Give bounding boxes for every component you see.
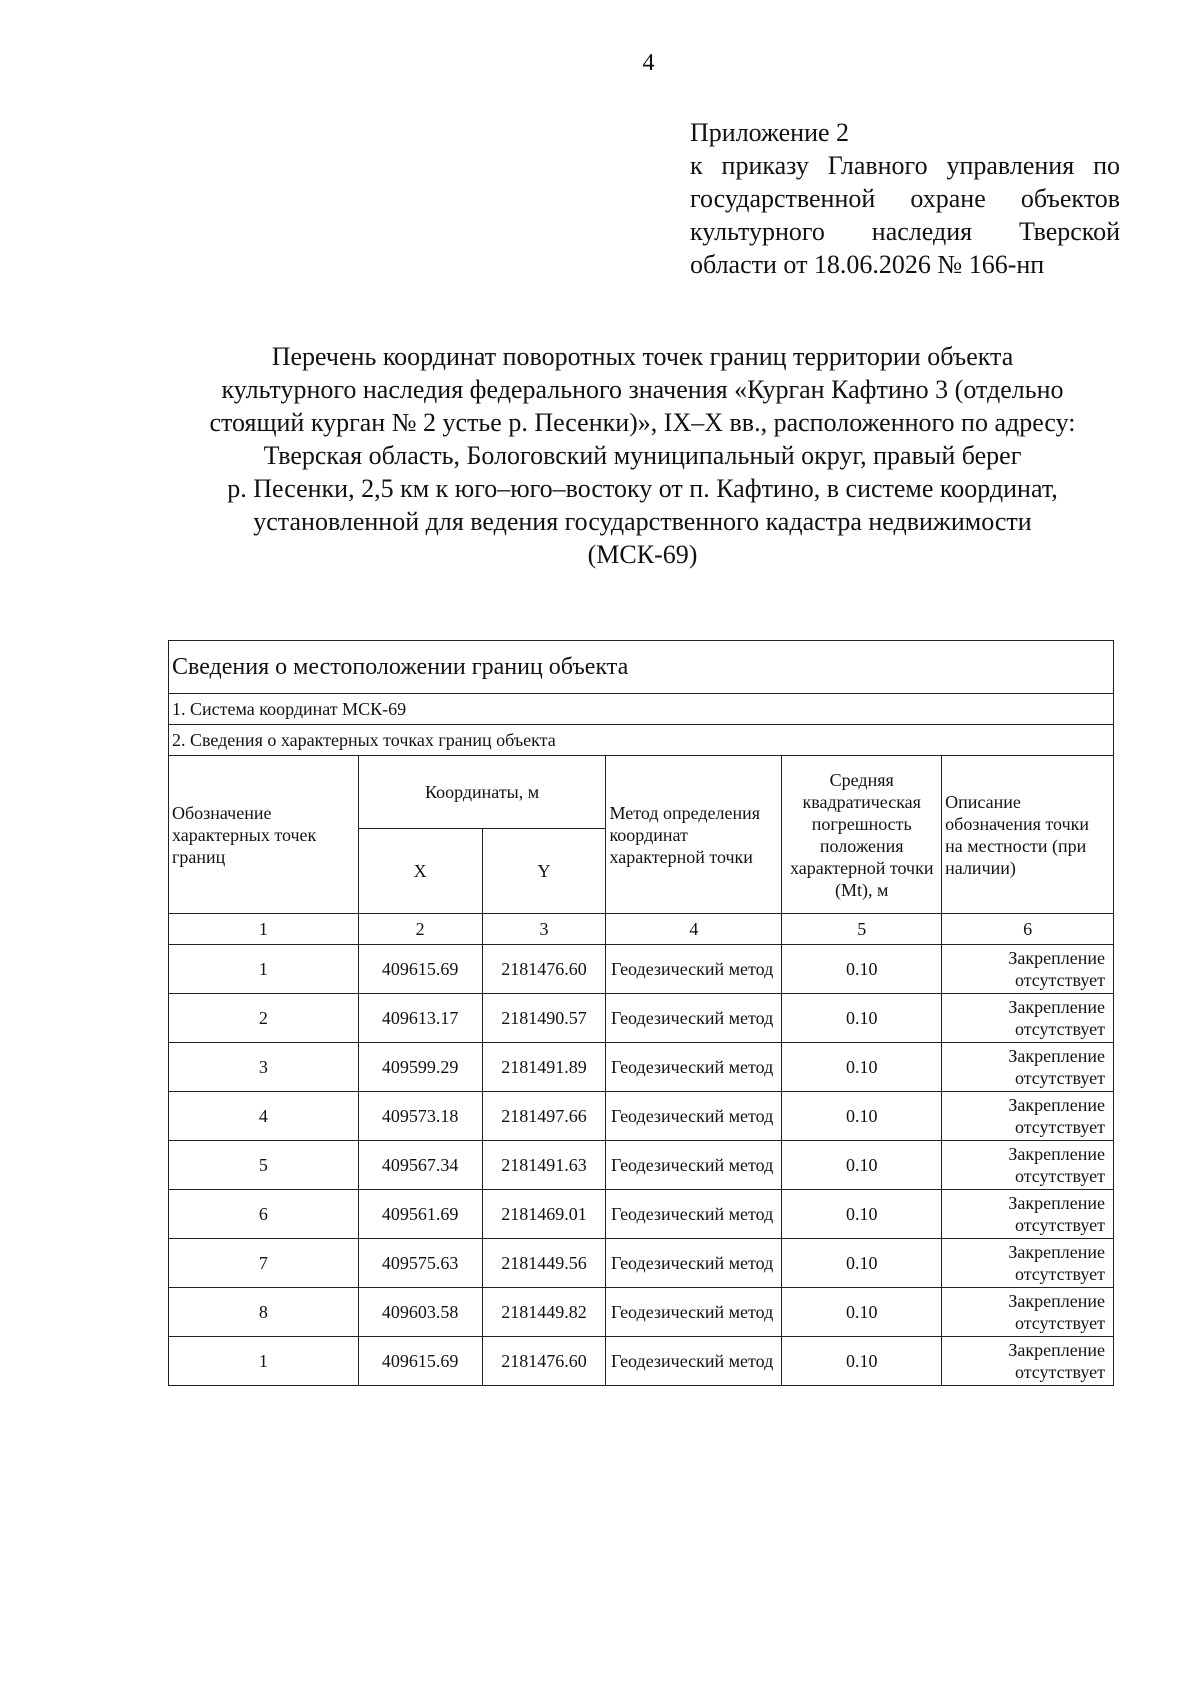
error-cell: 0.10 <box>782 1141 942 1190</box>
appendix-title: Приложение 2 <box>690 118 850 147</box>
column-number: 3 <box>482 914 606 945</box>
error-cell: 0.10 <box>782 1337 942 1386</box>
method-cell: Геодезический метод <box>606 1239 782 1288</box>
table-row <box>169 1092 1114 1141</box>
x-coordinate-cell: 409615.69 <box>358 1337 482 1386</box>
y-coordinate-cell: 2181497.66 <box>482 1092 606 1141</box>
description-cell: Закрепление отсутствует <box>942 1190 1114 1239</box>
appendix-block <box>690 116 1120 281</box>
x-coordinate-cell: 409599.29 <box>358 1043 482 1092</box>
coordinates-table <box>168 640 1114 1386</box>
x-coordinate-cell: 409567.34 <box>358 1141 482 1190</box>
description-cell: Закрепление отсутствует <box>942 1092 1114 1141</box>
description-cell: Закрепление отсутствует <box>942 1337 1114 1386</box>
x-coordinate-cell: 409573.18 <box>358 1092 482 1141</box>
error-cell: 0.10 <box>782 1092 942 1141</box>
point-id-cell: 8 <box>169 1288 359 1337</box>
header-method: Метод определения координат характерной точки <box>606 756 782 914</box>
y-coordinate-cell: 2181476.60 <box>482 945 606 994</box>
header-error: Средняя квадратическая погрешность положения характерной точки (Mt), м <box>782 756 942 914</box>
y-coordinate-cell: 2181491.63 <box>482 1141 606 1190</box>
header-x: X <box>358 829 482 914</box>
y-coordinate-cell: 2181490.57 <box>482 994 606 1043</box>
y-coordinate-cell: 2181449.56 <box>482 1239 606 1288</box>
column-number: 1 <box>169 914 359 945</box>
error-cell: 0.10 <box>782 1288 942 1337</box>
point-id-cell: 6 <box>169 1190 359 1239</box>
table-row <box>169 1239 1114 1288</box>
page-number: 4 <box>642 50 655 76</box>
column-number: 4 <box>606 914 782 945</box>
table-row <box>169 1337 1114 1386</box>
point-id-cell: 2 <box>169 994 359 1043</box>
point-id-cell: 1 <box>169 1337 359 1386</box>
description-cell: Закрепление отсутствует <box>942 945 1114 994</box>
error-cell: 0.10 <box>782 1239 942 1288</box>
method-cell: Геодезический метод <box>606 1092 782 1141</box>
point-id-cell: 1 <box>169 945 359 994</box>
point-id-cell: 4 <box>169 1092 359 1141</box>
method-cell: Геодезический метод <box>606 1043 782 1092</box>
table-row <box>169 1288 1114 1337</box>
document-title <box>160 340 1125 571</box>
header-designation: Обозначение характерных точек границ <box>169 756 359 914</box>
error-cell: 0.10 <box>782 1043 942 1092</box>
title-line: Тверская область, Бологовский муниципальный округ, правый берег <box>263 441 1022 470</box>
appendix-reference: к приказу Главного управления по государственной охране объектов культурного наследия Тверской области от 18.06.2026 № 166-нп <box>690 151 1120 279</box>
header-coordinates: Координаты, м <box>358 756 606 829</box>
method-cell: Геодезический метод <box>606 1337 782 1386</box>
header-y: Y <box>482 829 606 914</box>
column-numbers-row <box>169 914 1114 945</box>
error-cell: 0.10 <box>782 945 942 994</box>
table-row <box>169 1141 1114 1190</box>
description-cell: Закрепление отсутствует <box>942 1141 1114 1190</box>
header-description: Описание обозначения точки на местности (при наличии) <box>942 756 1114 914</box>
method-cell: Геодезический метод <box>606 1288 782 1337</box>
title-line: (МСК-69) <box>587 540 698 569</box>
error-cell: 0.10 <box>782 1190 942 1239</box>
title-line: стоящий курган № 2 устье р. Песенки)», IX–X вв., расположенного по адресу: <box>209 408 1076 437</box>
method-cell: Геодезический метод <box>606 994 782 1043</box>
description-cell: Закрепление отсутствует <box>942 1288 1114 1337</box>
title-line: установленной для ведения государственного кадастра недвижимости <box>253 507 1032 536</box>
title-line: Перечень координат поворотных точек границ территории объекта <box>271 342 1014 371</box>
x-coordinate-cell: 409561.69 <box>358 1190 482 1239</box>
table-row <box>169 945 1114 994</box>
method-cell: Геодезический метод <box>606 1190 782 1239</box>
y-coordinate-cell: 2181449.82 <box>482 1288 606 1337</box>
x-coordinate-cell: 409575.63 <box>358 1239 482 1288</box>
x-coordinate-cell: 409613.17 <box>358 994 482 1043</box>
table-row <box>169 1190 1114 1239</box>
title-line: культурного наследия федерального значения «Курган Кафтино 3 (отдельно <box>221 375 1064 404</box>
title-line: р. Песенки, 2,5 км к юго–юго–востоку от п. Кафтино, в системе координат, <box>227 474 1058 503</box>
x-coordinate-cell: 409603.58 <box>358 1288 482 1337</box>
section-title: Сведения о местоположении границ объекта <box>169 641 1114 694</box>
point-id-cell: 5 <box>169 1141 359 1190</box>
description-cell: Закрепление отсутствует <box>942 994 1114 1043</box>
y-coordinate-cell: 2181469.01 <box>482 1190 606 1239</box>
points-info-row: 2. Сведения о характерных точках границ объекта <box>169 725 1114 756</box>
method-cell: Геодезический метод <box>606 945 782 994</box>
column-number: 5 <box>782 914 942 945</box>
column-number: 6 <box>942 914 1114 945</box>
method-cell: Геодезический метод <box>606 1141 782 1190</box>
point-id-cell: 7 <box>169 1239 359 1288</box>
y-coordinate-cell: 2181491.89 <box>482 1043 606 1092</box>
description-cell: Закрепление отсутствует <box>942 1239 1114 1288</box>
error-cell: 0.10 <box>782 994 942 1043</box>
description-cell: Закрепление отсутствует <box>942 1043 1114 1092</box>
point-id-cell: 3 <box>169 1043 359 1092</box>
x-coordinate-cell: 409615.69 <box>358 945 482 994</box>
y-coordinate-cell: 2181476.60 <box>482 1337 606 1386</box>
coordinate-system-row: 1. Система координат МСК-69 <box>169 694 1114 725</box>
table-row <box>169 994 1114 1043</box>
column-number: 2 <box>358 914 482 945</box>
table-row <box>169 1043 1114 1092</box>
